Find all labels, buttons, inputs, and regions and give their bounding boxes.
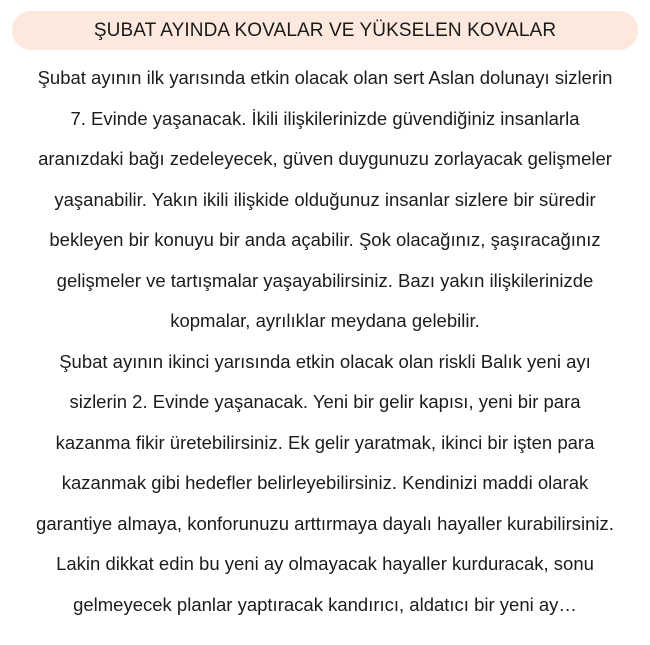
text-line: gelişmeler ve tartışmalar yaşayabilirsiniz. Bazı yakın ilişkilerinizde xyxy=(56,269,594,291)
text-line: bekleyen bir konuyu bir anda açabilir. Şok olacağınız, şaşıracağınız xyxy=(49,229,601,250)
text-line: 7. Evinde yaşanacak. İkili ilişkilerinizde güvendiğiniz insanlarla xyxy=(70,107,580,129)
text-line: kazanma fikir üretebilirsiniz. Ek gelir yaratmak, ikinci bir işten para xyxy=(55,431,595,453)
text-line: aranızdaki bağı zedeleyecek, güven duygunuzu zorlayacak gelişmeler xyxy=(38,148,612,169)
article-body xyxy=(4,58,646,625)
text-line: Lakin dikkat edin bu yeni ay olmayacak hayaller kurduracak, sonu xyxy=(56,553,594,574)
title-banner xyxy=(12,11,638,50)
page-title: ŞUBAT AYINDA KOVALAR VE YÜKSELEN KOVALAR xyxy=(93,19,557,41)
text-line: yaşanabilir. Yakın ikili ilişkide olduğunuz insanlar sizlere bir süredir xyxy=(54,188,596,210)
text-line: kazanmak gibi hedefler belirleyebilirsiniz. Kendinizi maddi olarak xyxy=(61,472,589,493)
text-line: garantiye almaya, konforunuzu arttırmaya dayalı hayaller kurabilirsiniz. xyxy=(36,512,614,534)
text-line: Şubat ayının ikinci yarısında etkin olacak olan riskli Balık yeni ayı xyxy=(59,350,591,372)
text-line: kopmalar, ayrılıklar meydana gelebilir. xyxy=(170,310,480,331)
text-line: gelmeyecek planlar yaptıracak kandırıcı, aldatıcı bir yeni ay… xyxy=(73,593,577,615)
text-line: Şubat ayının ilk yarısında etkin olacak olan sert Aslan dolunayı sizlerin xyxy=(37,67,613,88)
text-line: sizlerin 2. Evinde yaşanacak. Yeni bir gelir kapısı, yeni bir para xyxy=(69,391,581,412)
